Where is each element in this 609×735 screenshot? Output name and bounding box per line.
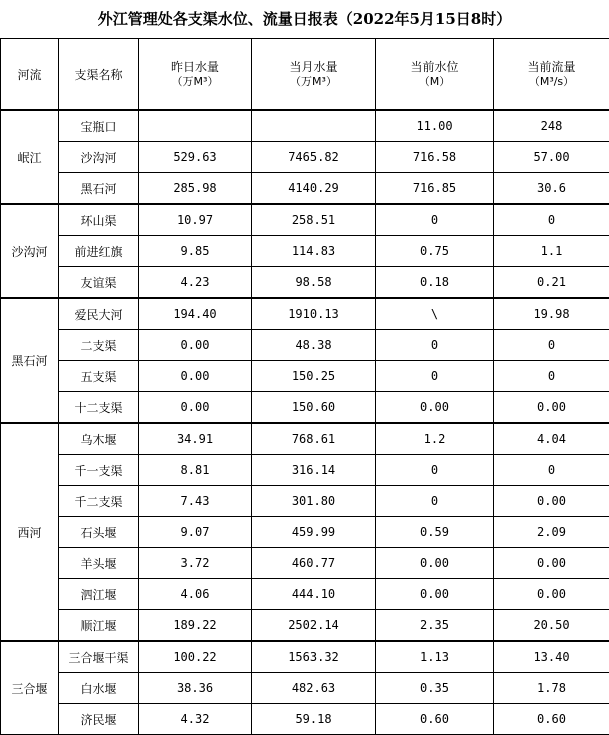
- flow-rate-cell: 0: [494, 204, 609, 236]
- river-cell: 沙沟河: [1, 204, 59, 298]
- table-row: [1, 641, 609, 673]
- flow-rate-cell: 30.6: [494, 173, 609, 205]
- month-volume-cell: 460.77: [252, 548, 376, 579]
- flow-rate-cell: 0: [494, 361, 609, 392]
- flow-rate-cell: 57.00: [494, 142, 609, 173]
- branch-name-cell: 二支渠: [59, 330, 139, 361]
- branch-name-cell: 黑石河: [59, 173, 139, 205]
- branch-name-cell: 千二支渠: [59, 486, 139, 517]
- table-row: [1, 142, 609, 173]
- month-volume-cell: [252, 110, 376, 142]
- yesterday-volume-cell: 189.22: [139, 610, 252, 642]
- river-cell: 西河: [1, 423, 59, 641]
- water-level-cell: 0.59: [376, 517, 494, 548]
- flow-rate-cell: 0: [494, 330, 609, 361]
- water-level-cell: 0.00: [376, 579, 494, 610]
- flow-rate-cell: 0.00: [494, 486, 609, 517]
- flow-rate-cell: 2.09: [494, 517, 609, 548]
- table-row: [1, 330, 609, 361]
- month-volume-cell: 1563.32: [252, 641, 376, 673]
- flow-rate-cell: 0.00: [494, 392, 609, 424]
- branch-name-cell: 五支渠: [59, 361, 139, 392]
- table-row: [1, 610, 609, 642]
- table-row: [1, 579, 609, 610]
- yesterday-volume-cell: 4.06: [139, 579, 252, 610]
- header-yesterday: 昨日水量 （万M³）: [139, 39, 252, 111]
- month-volume-cell: 258.51: [252, 204, 376, 236]
- month-volume-cell: 59.18: [252, 704, 376, 735]
- flow-rate-cell: 4.04: [494, 423, 609, 455]
- yesterday-volume-cell: 285.98: [139, 173, 252, 205]
- water-level-cell: 1.13: [376, 641, 494, 673]
- table-row: [1, 517, 609, 548]
- month-volume-cell: 301.80: [252, 486, 376, 517]
- river-cell: 黑石河: [1, 298, 59, 423]
- branch-name-cell: 羊头堰: [59, 548, 139, 579]
- branch-name-cell: 前进红旗: [59, 236, 139, 267]
- branch-name-cell: 济民堰: [59, 704, 139, 735]
- table-row: [1, 548, 609, 579]
- flow-rate-cell: 0.00: [494, 548, 609, 579]
- yesterday-volume-cell: 529.63: [139, 142, 252, 173]
- table-row: [1, 392, 609, 424]
- month-volume-cell: 98.58: [252, 267, 376, 299]
- yesterday-volume-cell: 9.07: [139, 517, 252, 548]
- branch-name-cell: 顺江堰: [59, 610, 139, 642]
- branch-name-cell: 泗江堰: [59, 579, 139, 610]
- water-level-cell: 0: [376, 486, 494, 517]
- flow-rate-cell: 0.21: [494, 267, 609, 299]
- water-level-cell: 716.58: [376, 142, 494, 173]
- river-cell: 岷江: [1, 110, 59, 204]
- flow-rate-cell: 0.60: [494, 704, 609, 735]
- table-row: [1, 361, 609, 392]
- month-volume-cell: 1910.13: [252, 298, 376, 330]
- month-volume-cell: 444.10: [252, 579, 376, 610]
- header-level: 当前水位 （M）: [376, 39, 494, 111]
- table-row: [1, 267, 609, 299]
- table-row: [1, 455, 609, 486]
- water-level-cell: \: [376, 298, 494, 330]
- branch-name-cell: 乌木堰: [59, 423, 139, 455]
- table-row: [1, 423, 609, 455]
- yesterday-volume-cell: 7.43: [139, 486, 252, 517]
- branch-name-cell: 友谊渠: [59, 267, 139, 299]
- table-row: [1, 110, 609, 142]
- water-level-cell: 0: [376, 204, 494, 236]
- month-volume-cell: 114.83: [252, 236, 376, 267]
- river-cell: 三合堰: [1, 641, 59, 735]
- branch-name-cell: 千一支渠: [59, 455, 139, 486]
- yesterday-volume-cell: 9.85: [139, 236, 252, 267]
- table-row: [1, 298, 609, 330]
- yesterday-volume-cell: 0.00: [139, 330, 252, 361]
- branch-name-cell: 爱民大河: [59, 298, 139, 330]
- water-level-cell: 11.00: [376, 110, 494, 142]
- report-title: 外江管理处各支渠水位、流量日报表（2022年5月15日8时）: [0, 0, 609, 38]
- month-volume-cell: 459.99: [252, 517, 376, 548]
- yesterday-volume-cell: 34.91: [139, 423, 252, 455]
- water-level-cell: 1.2: [376, 423, 494, 455]
- month-volume-cell: 482.63: [252, 673, 376, 704]
- header-river: 河流: [1, 39, 59, 111]
- water-level-cell: 0: [376, 330, 494, 361]
- water-level-cell: 0.00: [376, 548, 494, 579]
- flow-rate-cell: 13.40: [494, 641, 609, 673]
- water-level-cell: 0.18: [376, 267, 494, 299]
- table-row: [1, 173, 609, 205]
- flow-rate-cell: 1.1: [494, 236, 609, 267]
- yesterday-volume-cell: 100.22: [139, 641, 252, 673]
- yesterday-volume-cell: 3.72: [139, 548, 252, 579]
- table-row: [1, 204, 609, 236]
- month-volume-cell: 4140.29: [252, 173, 376, 205]
- flow-rate-cell: 1.78: [494, 673, 609, 704]
- table-row: [1, 486, 609, 517]
- branch-name-cell: 宝瓶口: [59, 110, 139, 142]
- month-volume-cell: 150.25: [252, 361, 376, 392]
- yesterday-volume-cell: 0.00: [139, 361, 252, 392]
- branch-name-cell: 十二支渠: [59, 392, 139, 424]
- branch-name-cell: 三合堰干渠: [59, 641, 139, 673]
- header-branch: 支渠名称: [59, 39, 139, 111]
- month-volume-cell: 150.60: [252, 392, 376, 424]
- flow-rate-cell: 20.50: [494, 610, 609, 642]
- water-level-cell: 716.85: [376, 173, 494, 205]
- branch-name-cell: 白水堰: [59, 673, 139, 704]
- month-volume-cell: 48.38: [252, 330, 376, 361]
- header-month: 当月水量 （万M³）: [252, 39, 376, 111]
- month-volume-cell: 2502.14: [252, 610, 376, 642]
- flow-rate-cell: 0.00: [494, 579, 609, 610]
- water-level-cell: 0: [376, 455, 494, 486]
- table-row: [1, 704, 609, 735]
- yesterday-volume-cell: [139, 110, 252, 142]
- report-table: [0, 38, 609, 735]
- month-volume-cell: 768.61: [252, 423, 376, 455]
- yesterday-volume-cell: 4.23: [139, 267, 252, 299]
- yesterday-volume-cell: 38.36: [139, 673, 252, 704]
- water-level-cell: 0.75: [376, 236, 494, 267]
- flow-rate-cell: 0: [494, 455, 609, 486]
- header-row: [1, 39, 609, 111]
- water-level-cell: 0: [376, 361, 494, 392]
- header-flow: 当前流量 （M³/s）: [494, 39, 609, 111]
- yesterday-volume-cell: 0.00: [139, 392, 252, 424]
- yesterday-volume-cell: 10.97: [139, 204, 252, 236]
- water-level-cell: 2.35: [376, 610, 494, 642]
- water-level-cell: 0.60: [376, 704, 494, 735]
- yesterday-volume-cell: 194.40: [139, 298, 252, 330]
- flow-rate-cell: 248: [494, 110, 609, 142]
- table-row: [1, 673, 609, 704]
- month-volume-cell: 7465.82: [252, 142, 376, 173]
- yesterday-volume-cell: 8.81: [139, 455, 252, 486]
- branch-name-cell: 石头堰: [59, 517, 139, 548]
- table-row: [1, 236, 609, 267]
- yesterday-volume-cell: 4.32: [139, 704, 252, 735]
- water-level-cell: 0.00: [376, 392, 494, 424]
- flow-rate-cell: 19.98: [494, 298, 609, 330]
- water-level-cell: 0.35: [376, 673, 494, 704]
- branch-name-cell: 沙沟河: [59, 142, 139, 173]
- month-volume-cell: 316.14: [252, 455, 376, 486]
- branch-name-cell: 环山渠: [59, 204, 139, 236]
